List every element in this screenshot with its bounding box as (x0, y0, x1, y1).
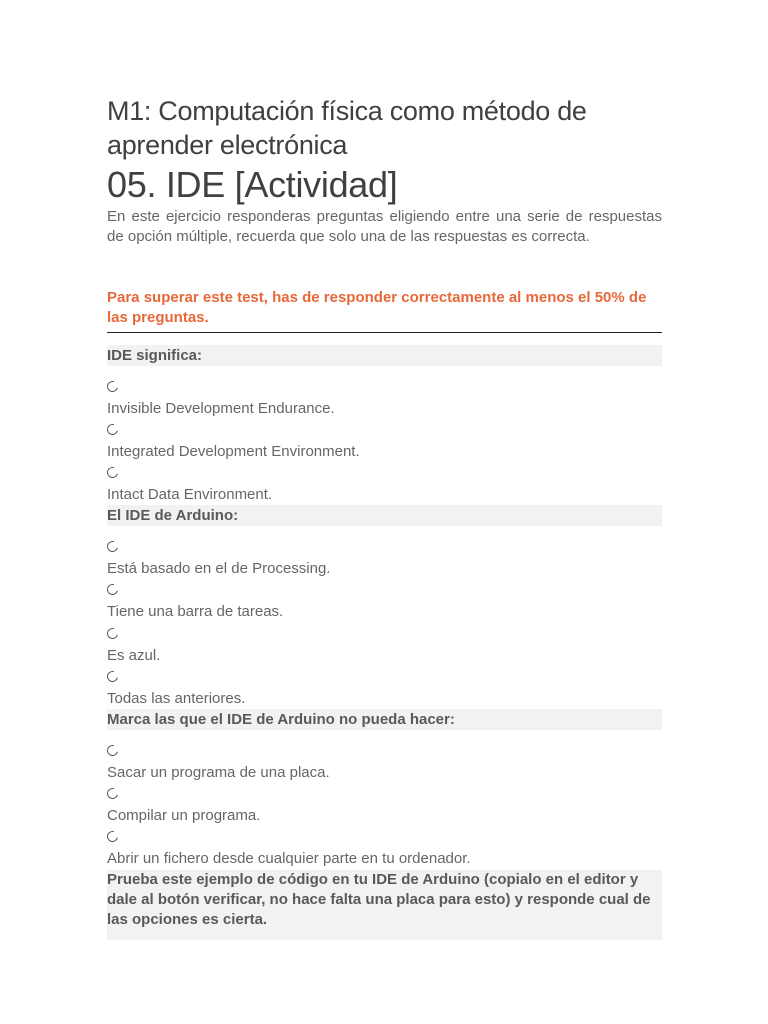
pass-notice: Para superar este test, has de responder correctamente al menos el 50% de las preguntas. (107, 288, 662, 333)
question-3: Marca las que el IDE de Arduino no pueda hacer: (107, 709, 662, 730)
activity-title: 05. IDE [Actividad] (107, 164, 398, 205)
radio-q3-option-2[interactable] (105, 786, 120, 801)
radio-q3-option-1[interactable] (105, 743, 120, 758)
option-q2-3[interactable]: Es azul. (107, 647, 161, 664)
option-q3-3[interactable]: Abrir un fichero desde cualquier parte en tu ordenador. (107, 850, 471, 867)
radio-q1-option-1[interactable] (105, 379, 120, 394)
module-title: M1: Computación física como método de aprender electrónica (107, 96, 587, 160)
radio-q1-option-3[interactable] (105, 465, 120, 480)
option-q1-3[interactable]: Intact Data Environment. (107, 486, 273, 503)
question-2: El IDE de Arduino: (107, 505, 662, 526)
radio-q2-option-3[interactable] (105, 626, 120, 641)
radio-q2-option-1[interactable] (105, 539, 120, 554)
question-4: Prueba este ejemplo de código en tu IDE de Arduino (copialo en el editor y dale al botón verificar, no hace falta una placa para esto) y responde cual de las opciones es cierta. (107, 870, 662, 940)
radio-q2-option-4[interactable] (105, 669, 120, 684)
option-q3-1[interactable]: Sacar un programa de una placa. (107, 764, 330, 781)
option-q2-4[interactable]: Todas las anteriores. (107, 690, 246, 707)
question-1: IDE significa: (107, 345, 662, 366)
option-q2-1[interactable]: Está basado en el de Processing. (107, 560, 331, 577)
option-q2-2[interactable]: Tiene una barra de tareas. (107, 603, 284, 620)
radio-q1-option-2[interactable] (105, 422, 120, 437)
radio-q2-option-2[interactable] (105, 582, 120, 597)
option-q1-1[interactable]: Invisible Development Endurance. (107, 400, 335, 417)
radio-q3-option-3[interactable] (105, 829, 120, 844)
intro-text: En este ejercicio responderas preguntas eligiendo entre una serie de respuestas de opción múltiple, recuerda que solo una de las respuestas es correcta. (107, 208, 662, 245)
option-q1-2[interactable]: Integrated Development Environment. (107, 443, 360, 460)
option-q3-2[interactable]: Compilar un programa. (107, 807, 261, 824)
